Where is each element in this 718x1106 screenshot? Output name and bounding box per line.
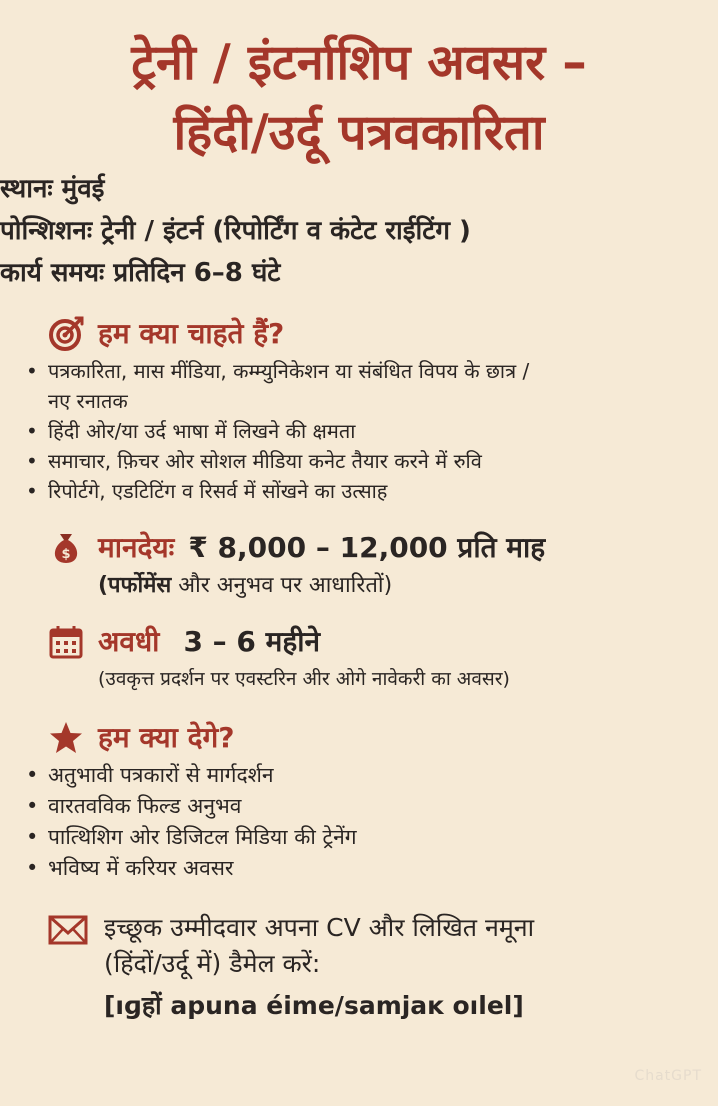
contact-text [104,910,534,1024]
contact-line-1: इच्छूक उम्मीदवार अपना CV और लिखित नमूना [104,913,535,942]
list-item: • हिंदी ओर/या उर्द भाषा में लिखने की क्षमता [48,416,718,446]
requirements-list [48,356,718,506]
stipend-label: मानदेयः [98,531,175,564]
list-item: • पत्रकारिता, मास मींडिया, कम्म्युनिकेशन या संबंधित विपय के छात्र / नए रनातक [48,356,718,416]
stipend-note: (पर्फोमेंस और अनुभव पर आधारितों) [98,573,393,598]
duration-note: (उवकृत्त प्रदर्शन पर एवस्टरिन अीर ओगे नावेकरी का अवसर) [98,668,510,690]
stipend-section [48,526,718,602]
duration-value: 3 – 6 महीने [183,625,321,658]
contact-section [48,910,718,1024]
list-item: • रिपोर्टगे, एडटिटिंग व रिसर्व में सोंखने का उत्साह [48,476,718,506]
list-item: • वारतववि‍क फिल्ड अनुभव [48,791,718,822]
position-item: • पोन्शिशनः ट्रेनी / इंटर्न (रिपोर्टिंग व कंटेट राईटिंग ) [0,210,718,252]
title-line-1: ट्रेनी / इंटर्नाशिप अवसर – [131,34,587,91]
location-item: • स्थानः मुंवई [0,168,718,210]
duration-section [48,620,718,694]
contact-line-2: (हिंदों/उर्दू में) डैमेल करें: [104,949,321,978]
svg-text:$: $ [61,547,71,562]
offer-heading [48,716,718,760]
offer-list [48,760,718,884]
email-address[interactable]: [ıɡहों apuna éime/samjaĸ oılel] [104,991,524,1020]
basic-info-list [0,168,718,294]
requirements-section [48,312,718,506]
page-title [0,28,718,168]
stipend-amount: ₹ 8,000 – 12,000 प्रति माह [188,531,546,564]
requirements-title: हम क्या चाहते हैं? [98,317,285,350]
offer-title: हम क्या देगे? [98,721,235,754]
list-item: • अतुभावी पत्रकारों से मार्गदर्शन [48,760,718,791]
duration-label: अवधी [98,625,160,658]
title-line-2: हिंदी/उर्दू पत्रवकारिता [173,104,545,161]
requirements-heading [48,312,718,356]
target-icon [48,316,84,352]
envelope-icon [48,914,88,946]
watermark: ChatGPT [634,1068,702,1084]
money-bag-icon [48,530,84,566]
list-item: • समाचार, फ़िचर ओर सोशल मीडिया कनेट तैयार करने में रुवि [48,446,718,476]
offer-section [48,716,718,884]
stipend-heading [48,526,718,570]
list-item: • पात्थिशिग ओर डिजिटल मिडिया की ट्रेनेंग [48,822,718,853]
star-icon [48,720,84,756]
work-hours-item: • कार्य समयः प्रतिदिन 6–8 घंटे [0,252,718,294]
list-item: • भविष्य में करियर अवसर [48,853,718,884]
duration-heading [48,620,718,664]
calendar-icon [48,624,84,660]
